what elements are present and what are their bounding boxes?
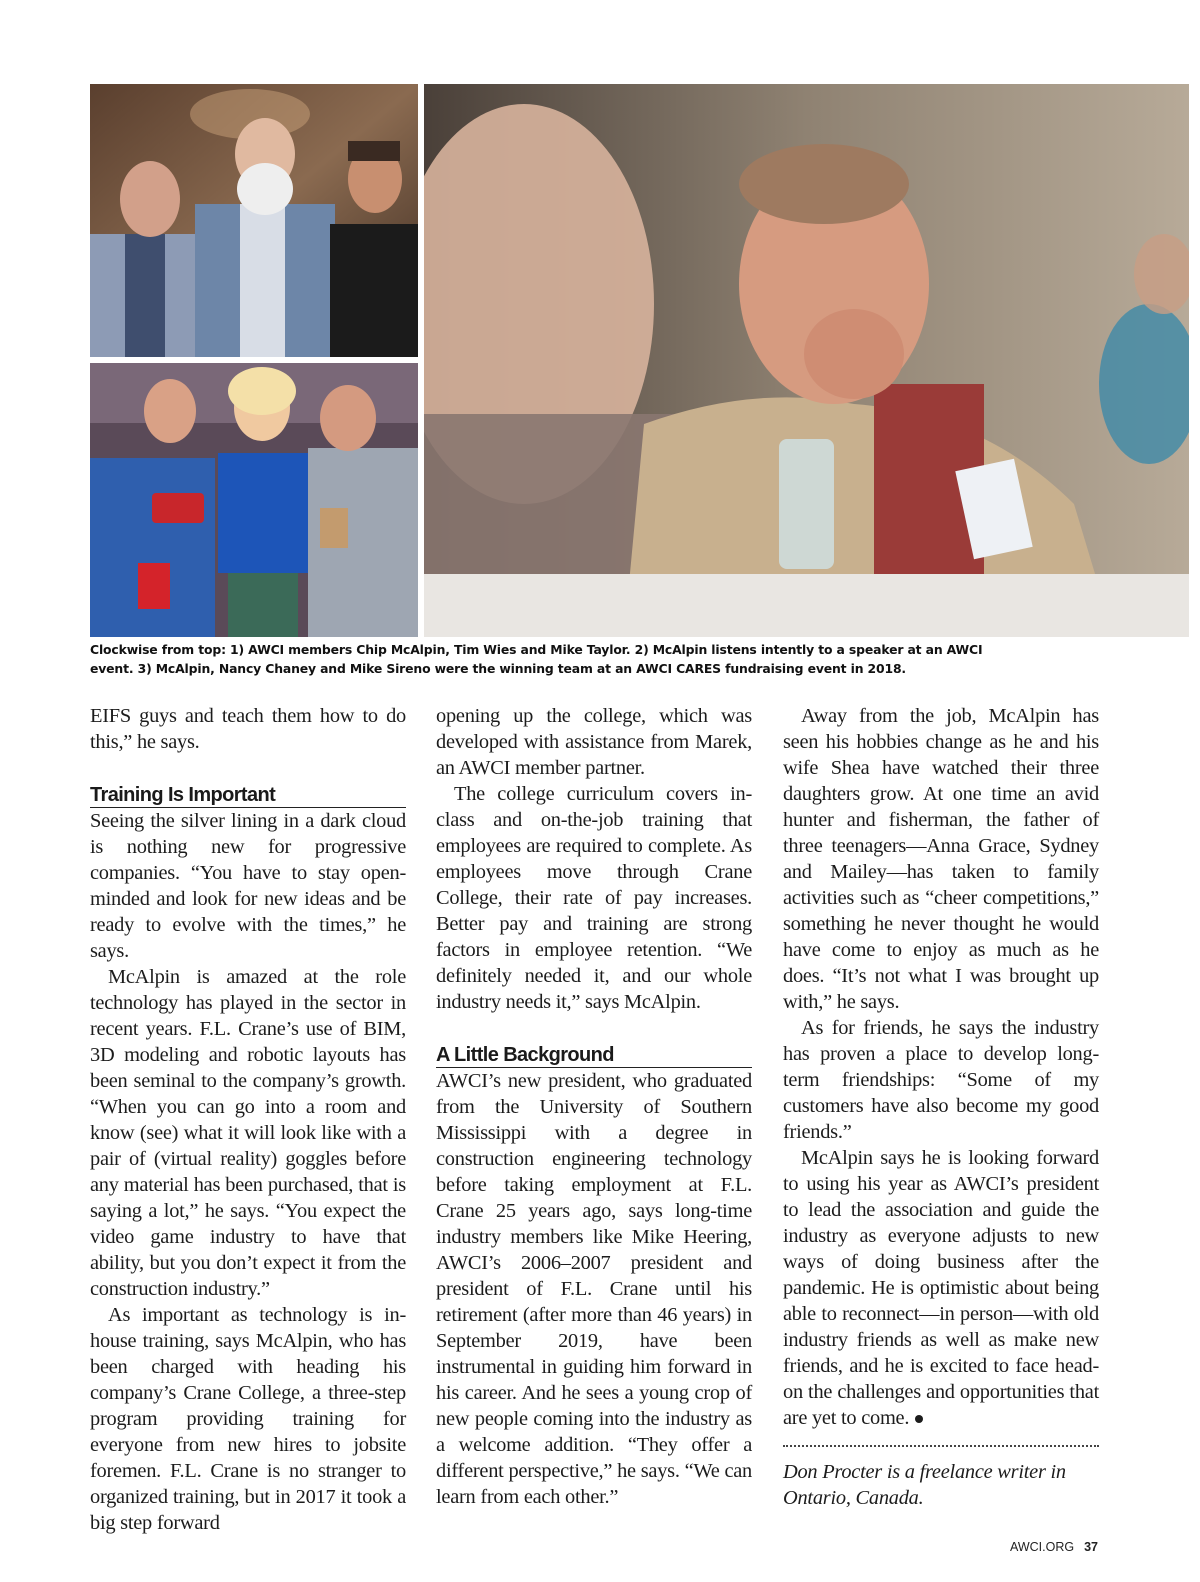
- mcalpin-listening-photo: [424, 84, 1189, 637]
- section-heading: Training Is Important: [90, 781, 406, 808]
- article-column-1: [90, 703, 406, 1536]
- paragraph: As for friends, he says the industry has proven a place to develop long-term friendships: “Some of my customers have also become my good friends.”: [783, 1017, 1099, 1143]
- paragraph: EIFS guys and teach them how to do this,” he says.: [90, 705, 406, 753]
- awci-members-photo: [90, 84, 418, 357]
- paragraph: [783, 1145, 1099, 1431]
- article-column-3: [783, 703, 1099, 1511]
- paragraph: Seeing the silver lining in a dark cloud is nothing new for progressive companies. “You have to stay open-minded and look for new ideas and be ready to evolve with the times,” he says.: [90, 810, 406, 962]
- paragraph: AWCI’s new president, who graduated from the University of Southern Mississippi with a degree in construction engineering technology before taking employment at F.L. Crane 25 years ago, says long-time industry members like Mike Heering, AWCI’s 2006–2007 president and president of F.L. Crane until his retirement (after more than 46 years) in September 2019, have been instrumental in guiding him forward in his career. And he sees a young crop of new people coming into the industry as a welcome addition. “They offer a different perspective,” he says. “We can learn from each other.”: [436, 1070, 752, 1508]
- page-number: 37: [1084, 1540, 1098, 1554]
- awci-cares-team-photo: [90, 363, 418, 637]
- dotted-divider: [783, 1445, 1099, 1447]
- photo-caption: Clockwise from top: 1) AWCI members Chip McAlpin, Tim Wies and Mike Taylor. 2) McAlpin listens intently to a speaker at an AWCI event. 3) McAlpin, Nancy Chaney and Mike Sireno were the winning team at an AWCI CARES fundraising event in 2018.: [90, 642, 983, 676]
- paragraph: opening up the college, which was developed with assistance from Marek, an AWCI member partner.: [436, 705, 752, 779]
- paragraph-text: McAlpin says he is looking forward to using his year as AWCI’s president to lead the association and guide the industry as everyone adjusts to new ways of doing business after the pandemic. He is optimistic about being able to reconnect—in person—with old industry friends as well as make new friends, and he is excited to face head-on the challenges and opportunities that are yet to come.: [783, 1147, 1099, 1429]
- paragraph: As important as technology is in-house training, says McAlpin, who has been charged with heading his company’s Crane College, a three-step program providing training for everyone from new hires to jobsite foremen. F.L. Crane is no stranger to organized training, but in 2017 it took a big step forward: [90, 1304, 406, 1534]
- paragraph: Away from the job, McAlpin has seen his hobbies change as he and his wife Shea have watched their three daughters grow. At one time an avid hunter and fisherman, the father of three teenagers—Anna Grace, Sydney and Mailey—has taken to family activities such as “cheer competitions,” something he never thought he would have come to enjoy as much as he does. “It’s not what I was brought up with,” he says.: [783, 705, 1099, 1013]
- footer-site: AWCI.ORG: [1009, 1540, 1075, 1554]
- article-column-2: [436, 703, 752, 1510]
- paragraph: McAlpin is amazed at the role technology has played in the sector in recent years. F.L. Crane’s use of BIM, 3D modeling and robotic layouts has been seminal to the company’s growth. “When you can go into a room and know (see) what it will look like with a pair of (virtual reality) goggles before any material has been purchased, that is saying a lot,” he says. “You expect the video game industry to have that ability, but you don’t expect it from the construction industry.”: [90, 966, 406, 1300]
- paragraph: The college curriculum covers in-class and on-the-job training that employees are required to complete. As employees move through Crane College, their rate of pay increases. Better pay and training are strong factors in employee retention. “We definitely needed it, and our whole industry needs it,” says McAlpin.: [436, 783, 752, 1013]
- author-bio: Don Procter is a freelance writer in Ontario, Canada.: [783, 1461, 1066, 1509]
- page-footer: [1010, 1540, 1098, 1554]
- section-heading: A Little Background: [436, 1041, 752, 1068]
- end-mark-icon: [915, 1415, 923, 1423]
